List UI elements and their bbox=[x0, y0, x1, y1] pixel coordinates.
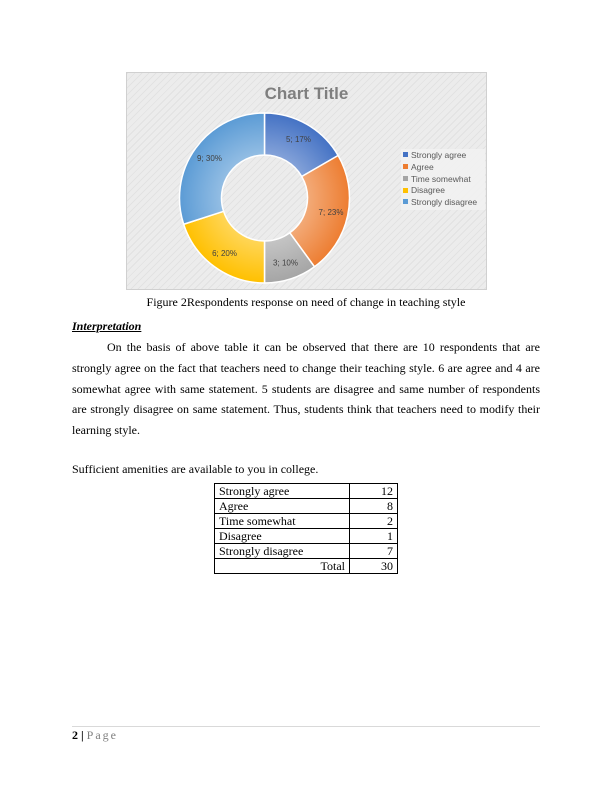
legend-swatch bbox=[403, 199, 408, 204]
table-row bbox=[215, 499, 398, 514]
legend-label: Strongly agree bbox=[411, 150, 467, 160]
legend-item bbox=[403, 150, 483, 162]
figure-caption: Figure 2Respondents response on need of change in teaching style bbox=[146, 295, 466, 309]
table-row bbox=[215, 514, 398, 529]
slice-data-label: 6; 20% bbox=[212, 249, 237, 259]
table-row bbox=[215, 544, 398, 559]
legend-item bbox=[403, 162, 483, 174]
slice-data-label: 5; 17% bbox=[286, 135, 311, 145]
row-label: Agree bbox=[215, 499, 350, 514]
legend-item bbox=[403, 197, 483, 209]
chart-title: Chart Title bbox=[264, 84, 349, 103]
table-row bbox=[215, 529, 398, 544]
footer-divider bbox=[72, 726, 540, 727]
legend-item bbox=[403, 185, 483, 197]
legend-label: Strongly disagree bbox=[411, 197, 478, 208]
legend-label: Time somewhat bbox=[411, 173, 471, 184]
row-label: Strongly disagree bbox=[215, 544, 350, 559]
legend-swatch bbox=[403, 176, 408, 181]
slice-data-label: 9; 30% bbox=[197, 154, 222, 164]
slice-data-label: 7; 23% bbox=[318, 208, 344, 218]
interpretation-heading: Interpretation bbox=[72, 319, 142, 333]
legend-item bbox=[403, 174, 483, 186]
row-value: 12 bbox=[350, 484, 398, 499]
row-value: 2 bbox=[350, 514, 398, 529]
slice-data-label: 3; 10% bbox=[273, 258, 298, 268]
page-number: 2 bbox=[72, 728, 78, 742]
interpretation-paragraph: On the basis of above table it can be observed that there are 10 respondents that are strongly agree on the fact that teachers need to change their teaching style. 6 are agree and 4 are somewhat agree with same statement. 5 students are disagree and same number of respondents are strongly disagree on same statement. Thus, students think that teachers need to modify their learning style. bbox=[72, 340, 540, 438]
amenities-question: Sufficient amenities are available to you in college. bbox=[72, 462, 319, 476]
footer-separator: | bbox=[81, 728, 84, 742]
page-footer bbox=[72, 728, 118, 743]
row-value: 7 bbox=[350, 544, 398, 559]
row-label: Disagree bbox=[215, 529, 350, 544]
row-value: 1 bbox=[350, 529, 398, 544]
total-label: Total bbox=[215, 559, 350, 574]
legend-label: Disagree bbox=[411, 185, 446, 196]
table-row bbox=[215, 484, 398, 499]
table-total-row bbox=[215, 559, 398, 574]
donut-slice-disagree bbox=[184, 211, 265, 283]
row-value: 8 bbox=[350, 499, 398, 514]
legend-swatch bbox=[403, 188, 408, 193]
chart-legend bbox=[401, 149, 485, 210]
response-table bbox=[214, 483, 398, 574]
donut-slice-strongly-disagree bbox=[180, 113, 265, 224]
row-label: Strongly agree bbox=[215, 484, 350, 499]
donut-chart bbox=[126, 72, 487, 290]
legend-swatch bbox=[403, 164, 408, 169]
page-word: Page bbox=[86, 728, 118, 742]
legend-label: Agree bbox=[411, 161, 434, 172]
row-label: Time somewhat bbox=[215, 514, 350, 529]
legend-swatch bbox=[403, 152, 408, 157]
total-value: 30 bbox=[350, 559, 398, 574]
